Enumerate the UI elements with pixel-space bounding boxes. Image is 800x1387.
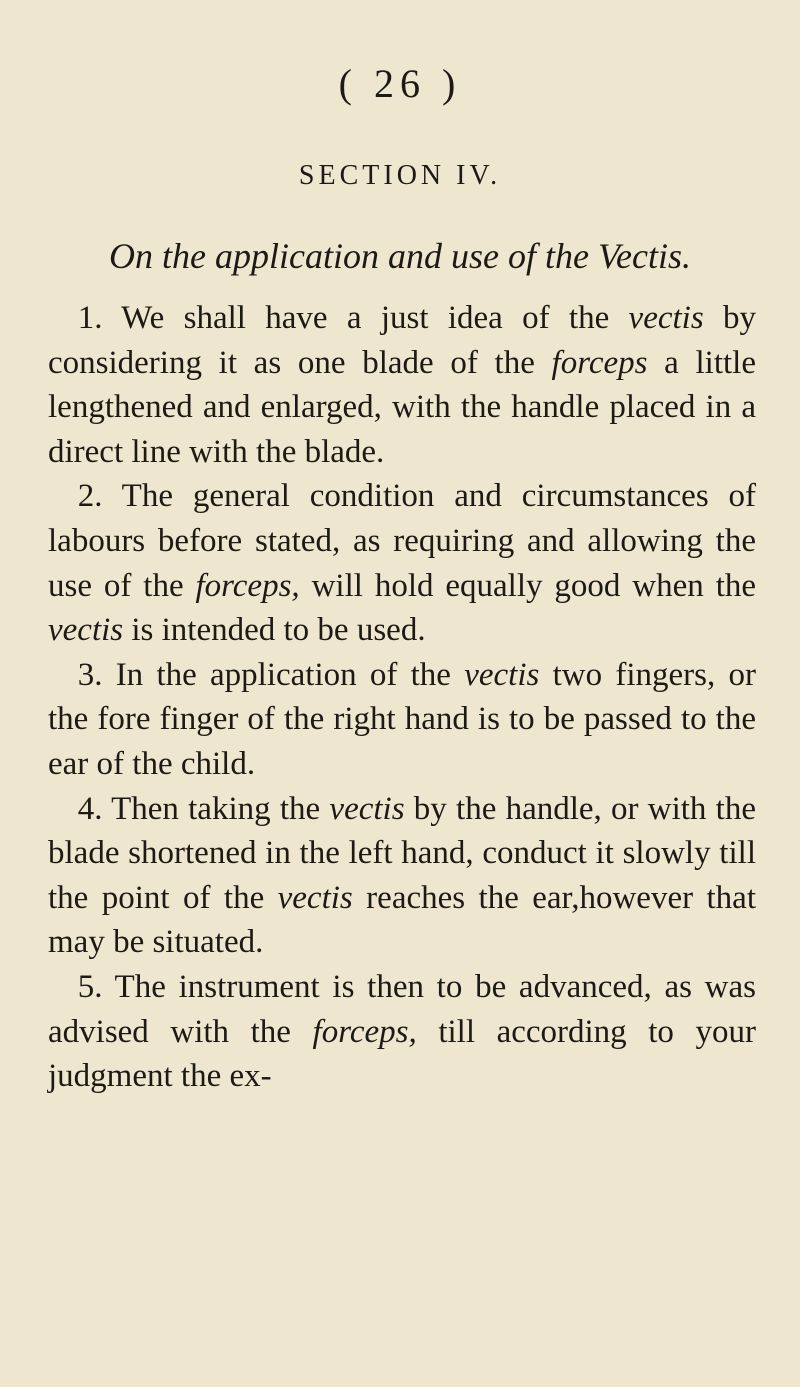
italic-term: forceps	[551, 344, 648, 381]
paragraph-2: 2. The general condition and circumstances of labours before stated, as requiring and allowing the use of the forceps, will hold equally good when the vectis is intended to be used.	[48, 478, 757, 649]
section-heading: SECTION IV.	[298, 160, 502, 191]
italic-term: forceps,	[195, 567, 300, 604]
paragraph-4: 4. Then taking the vectis by the handle, or with the blade shortened in the left hand, conduct it slowly till the point of the vectis reaches the ear,however that may be situated.	[48, 790, 756, 961]
page-number: ( 26 )	[338, 61, 462, 106]
body-text	[48, 296, 756, 1099]
section-title: On the application and use of the Vectis.	[109, 236, 691, 276]
paragraph-number: 3.	[77, 656, 103, 693]
paragraph-1: 1. We shall have a just idea of the vectis by considering it as one blade of the forceps a little lengthened and enlarged, with the handle placed in a direct line with the blade.	[48, 300, 757, 470]
italic-term: vectis	[628, 300, 704, 336]
paragraph-number: 1.	[77, 300, 103, 336]
paragraph-number: 5.	[77, 968, 103, 1005]
italic-term: vectis	[464, 656, 540, 693]
italic-term: forceps,	[312, 1013, 417, 1050]
paragraph-5: 5. The instrument is then to be advanced, as was advised with the forceps, till according to your judgment the ex-	[48, 968, 756, 1095]
paragraph-number: 2.	[77, 478, 103, 515]
italic-term: vectis	[48, 612, 124, 649]
paragraph-number: 4.	[77, 790, 103, 827]
paragraph-3: 3. In the application of the vectis two fingers, or the fore finger of the right hand is to be passed to the ear of the child.	[48, 656, 756, 782]
italic-term: vectis	[277, 879, 353, 916]
italic-term: vectis	[329, 790, 405, 827]
